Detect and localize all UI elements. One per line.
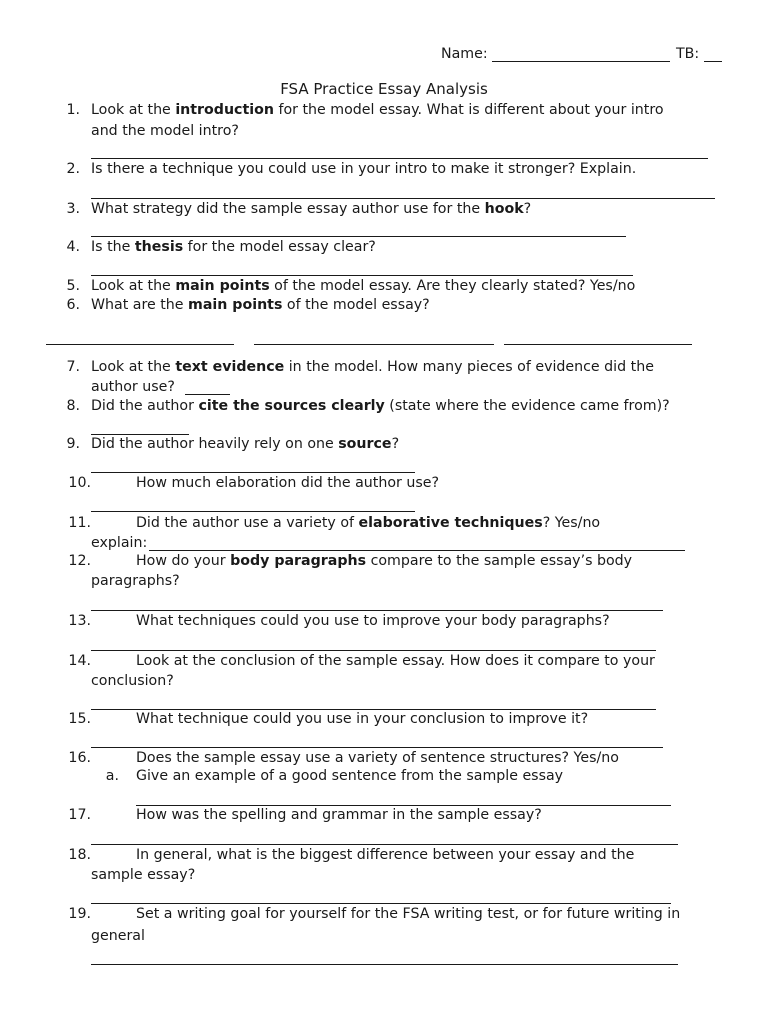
q11-text-line2: explain: (91, 535, 148, 551)
q18-answer-line[interactable] (91, 903, 671, 904)
q10-text: How much elaboration did the author use? (136, 475, 440, 491)
q3-answer-line[interactable] (91, 236, 626, 237)
tb-label: TB: (676, 46, 700, 62)
q14-text-line2: conclusion? (91, 673, 174, 689)
q11-number: 11. (68, 515, 91, 531)
q16a-text: Give an example of a good sentence from the sample essay (136, 768, 564, 784)
q18-text-line2: sample essay? (91, 867, 196, 883)
q10-answer-line[interactable] (91, 511, 415, 512)
q4-text: Is the thesis for the model essay clear? (91, 239, 376, 255)
q8-text: Did the author cite the sources clearly (state where the evidence came from)? (91, 398, 670, 414)
q19-text: Set a writing goal for yourself for the FSA writing test, or for future writing in (136, 906, 681, 922)
q14-text: Look at the conclusion of the sample essay. How does it compare to your (136, 653, 655, 669)
q4-answer-line[interactable] (91, 275, 633, 276)
q19-answer-line[interactable] (91, 964, 678, 965)
q9-answer-line[interactable] (91, 472, 415, 473)
tb-answer-line[interactable] (704, 61, 722, 62)
q13-answer-line[interactable] (91, 650, 656, 651)
q1-text: Look at the introduction for the model essay. What is different about your intro (91, 102, 664, 118)
name-answer-line[interactable] (492, 61, 670, 62)
q18-text: In general, what is the biggest difference between your essay and the (136, 847, 635, 863)
q11-answer-line[interactable] (149, 550, 685, 551)
q8-number: 8. (66, 398, 80, 414)
q12-answer-line[interactable] (91, 610, 663, 611)
q2-number: 2. (66, 161, 80, 177)
q3-text: What strategy did the sample essay author use for the hook? (91, 201, 532, 217)
q17-number: 17. (68, 807, 91, 823)
q15-text: What technique could you use in your conclusion to improve it? (136, 711, 589, 727)
q12-text-line2: paragraphs? (91, 573, 180, 589)
name-label: Name: (441, 46, 488, 62)
q1-number: 1. (66, 102, 80, 118)
q17-text: How was the spelling and grammar in the sample essay? (136, 807, 542, 823)
q18-number: 18. (68, 847, 91, 863)
q16-number: 16. (68, 750, 91, 766)
q4-number: 4. (66, 239, 80, 255)
q6-number: 6. (66, 297, 80, 313)
q5-text: Look at the main points of the model essay. Are they clearly stated? Yes/no (91, 278, 636, 294)
q1-text-line2: and the model intro? (91, 123, 239, 139)
q1-answer-line[interactable] (91, 158, 708, 159)
q9-number: 9. (66, 436, 80, 452)
page-title: FSA Practice Essay Analysis (280, 80, 488, 98)
q5-number: 5. (66, 278, 80, 294)
q6-answer-line-1[interactable] (46, 344, 234, 345)
q15-answer-line[interactable] (91, 747, 663, 748)
q6-answer-line-3[interactable] (504, 344, 692, 345)
q16-text: Does the sample essay use a variety of sentence structures? Yes/no (136, 750, 619, 766)
q10-number: 10. (68, 475, 91, 491)
q6-text: What are the main points of the model essay? (91, 297, 430, 313)
q7-text: Look at the text evidence in the model. How many pieces of evidence did the (91, 359, 654, 375)
q2-text: Is there a technique you could use in your intro to make it stronger? Explain. (91, 161, 637, 177)
q3-number: 3. (66, 201, 80, 217)
q7-text-line2: author use? (91, 379, 175, 395)
q6-answer-line-2[interactable] (254, 344, 494, 345)
q19-text-line2: general (91, 928, 145, 944)
q2-answer-line[interactable] (91, 198, 715, 199)
q12-text: How do your body paragraphs compare to the sample essay’s body (136, 553, 633, 569)
q9-text: Did the author heavily rely on one source? (91, 436, 400, 452)
q7-number: 7. (66, 359, 80, 375)
q14-number: 14. (68, 653, 91, 669)
q19-number: 19. (68, 906, 91, 922)
q12-number: 12. (68, 553, 91, 569)
q15-number: 15. (68, 711, 91, 727)
q11-text: Did the author use a variety of elaborative techniques? Yes/no (136, 515, 601, 531)
q16a-letter: a. (105, 768, 119, 784)
q13-text: What techniques could you use to improve your body paragraphs? (136, 613, 610, 629)
q7-answer-line[interactable] (185, 394, 230, 395)
q17-answer-line[interactable] (91, 844, 678, 845)
q13-number: 13. (68, 613, 91, 629)
